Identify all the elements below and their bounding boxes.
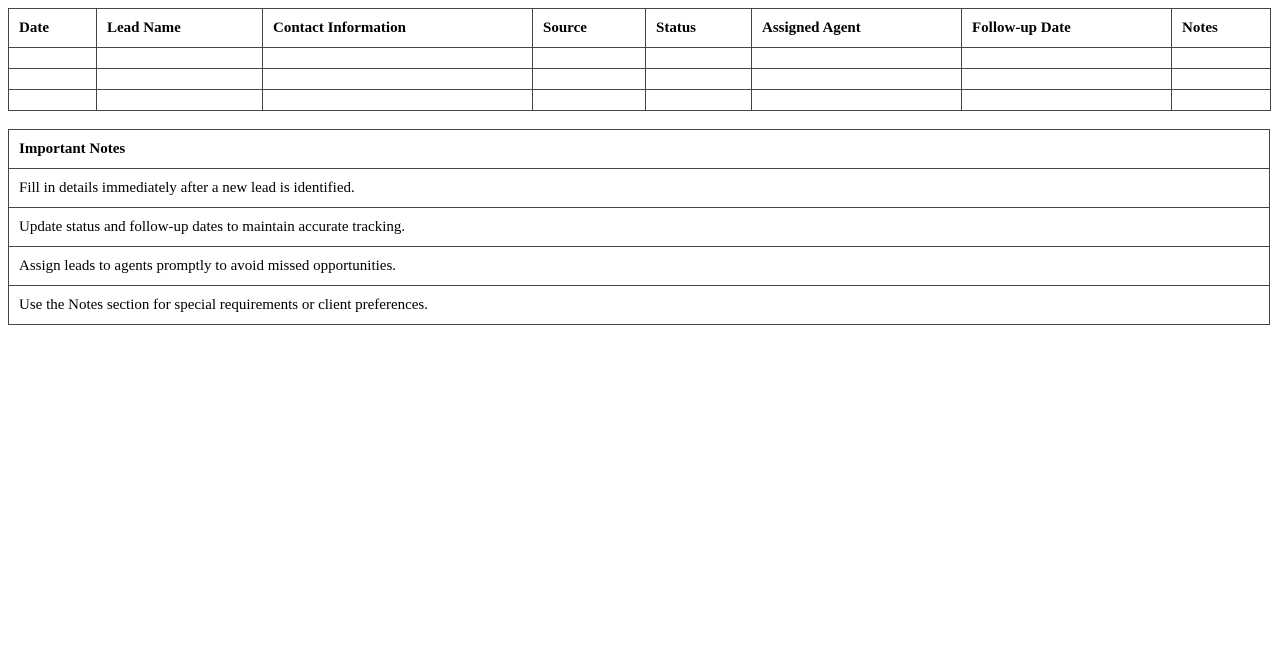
table-header-row <box>9 9 1271 48</box>
table-row <box>9 90 1271 111</box>
table-cell[interactable] <box>646 69 752 90</box>
table-row <box>9 69 1271 90</box>
table-cell[interactable] <box>752 90 962 111</box>
note-text: Fill in details immediately after a new lead is identified. <box>9 169 1270 208</box>
table-cell[interactable] <box>1172 48 1271 69</box>
table-cell[interactable] <box>752 48 962 69</box>
table-cell[interactable] <box>263 69 533 90</box>
note-text: Assign leads to agents promptly to avoid missed opportunities. <box>9 247 1270 286</box>
table-cell[interactable] <box>263 90 533 111</box>
column-header-lead-name: Lead Name <box>97 9 263 48</box>
table-cell[interactable] <box>97 48 263 69</box>
column-header-follow-up-date: Follow-up Date <box>962 9 1172 48</box>
table-cell[interactable] <box>533 90 646 111</box>
note-text: Update status and follow-up dates to maintain accurate tracking. <box>9 208 1270 247</box>
column-header-source: Source <box>533 9 646 48</box>
important-notes-title: Important Notes <box>9 130 1270 169</box>
column-header-contact-information: Contact Information <box>263 9 533 48</box>
table-cell[interactable] <box>263 48 533 69</box>
table-cell[interactable] <box>962 90 1172 111</box>
table-cell[interactable] <box>752 69 962 90</box>
list-item <box>9 208 1270 247</box>
table-row <box>9 48 1271 69</box>
notes-header-row <box>9 130 1270 169</box>
table-cell[interactable] <box>97 90 263 111</box>
table-cell[interactable] <box>1172 69 1271 90</box>
table-cell[interactable] <box>646 48 752 69</box>
table-cell[interactable] <box>533 69 646 90</box>
list-item <box>9 169 1270 208</box>
column-header-date: Date <box>9 9 97 48</box>
table-cell[interactable] <box>9 48 97 69</box>
list-item <box>9 247 1270 286</box>
table-cell[interactable] <box>962 69 1172 90</box>
column-header-notes: Notes <box>1172 9 1271 48</box>
lead-tracking-table <box>8 8 1271 111</box>
note-text: Use the Notes section for special requirements or client preferences. <box>9 286 1270 325</box>
table-cell[interactable] <box>97 69 263 90</box>
table-cell[interactable] <box>9 69 97 90</box>
table-cell[interactable] <box>962 48 1172 69</box>
column-header-status: Status <box>646 9 752 48</box>
table-cell[interactable] <box>646 90 752 111</box>
table-cell[interactable] <box>9 90 97 111</box>
table-cell[interactable] <box>1172 90 1271 111</box>
column-header-assigned-agent: Assigned Agent <box>752 9 962 48</box>
important-notes-table <box>8 129 1270 325</box>
list-item <box>9 286 1270 325</box>
table-cell[interactable] <box>533 48 646 69</box>
